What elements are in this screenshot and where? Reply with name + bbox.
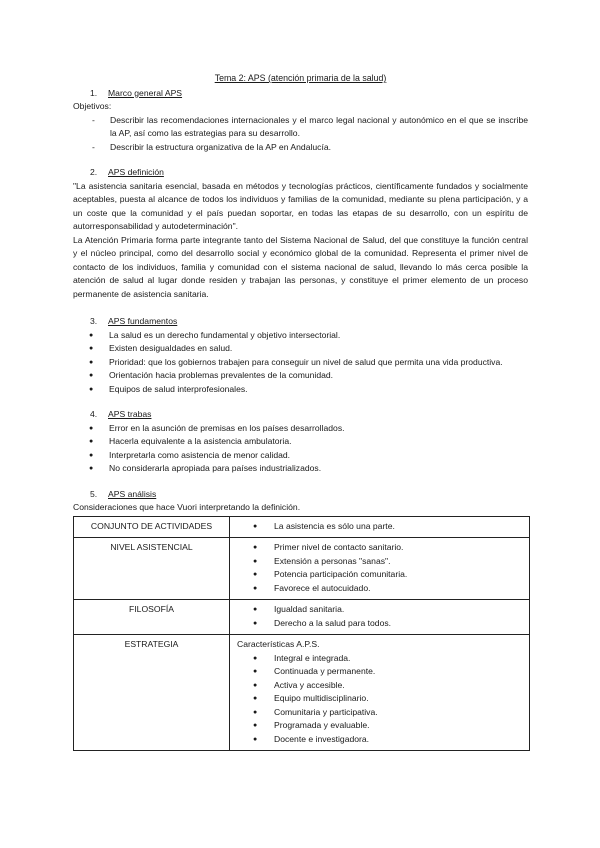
page-title: Tema 2: APS (atención primaria de la salud) bbox=[214, 73, 387, 83]
definition-paragraph: La Atención Primaria forma parte integrante tanto del Sistema Nacional de Salud, del que constituye la función central y el núcleo principal, como del desarrollo social y económico global de la comunidad. Representa el primer nivel de contacto de los individuos, familia y comunidad con el sistema nacional de salud, llevando lo más cerca posible la atención de salud al lugar donde residen y trabajan las personas, y constituye el primer elemento de un proceso permanente de asistencia sanitaria. bbox=[73, 234, 528, 299]
table-cell-label: NIVEL ASISTENCIAL bbox=[74, 538, 230, 600]
table-row bbox=[74, 516, 530, 538]
list-item: ● Orientación hacia problemas prevalentes de la comunidad. bbox=[73, 369, 528, 383]
table-cell-label: FILOSOFÍA bbox=[74, 600, 230, 635]
list-item: ● Potencia participación comunitaria. bbox=[236, 568, 523, 582]
list-item: ● La salud es un derecho fundamental y objetivo intersectorial. bbox=[73, 329, 528, 343]
list-item: ● La asistencia es sólo una parte. bbox=[236, 520, 523, 534]
table-cell-label: ESTRATEGIA bbox=[74, 635, 230, 751]
trabas-list bbox=[73, 422, 528, 476]
table-cell-content bbox=[230, 538, 530, 600]
fundamentos-list bbox=[73, 329, 528, 397]
list-item: ● Interpretarla como asistencia de menor calidad. bbox=[73, 449, 528, 463]
list-item: ● Docente e investigadora. bbox=[236, 733, 523, 747]
section-heading-4: 4. APS trabas bbox=[90, 409, 152, 419]
list-item: - Describir la estructura organizativa de la AP en Andalucía. bbox=[73, 141, 528, 155]
list-item: ● Comunitaria y participativa. bbox=[236, 706, 523, 720]
objetivos-list bbox=[73, 114, 528, 155]
list-item: ● Extensión a personas "sanas". bbox=[236, 555, 523, 569]
list-item: - Describir las recomendaciones internacionales y el marco legal nacional y autonómico en el que se inscribe la AP, así como las estrategias para su desarrollo. bbox=[73, 114, 528, 141]
list-item: ● Existen desigualdades en salud. bbox=[73, 342, 528, 356]
table-row bbox=[74, 635, 530, 751]
table-cell-content bbox=[230, 516, 530, 538]
list-item: ● Favorece el autocuidado. bbox=[236, 582, 523, 596]
list-item: ● Programada y evaluable. bbox=[236, 719, 523, 733]
list-item: ● Error en la asunción de premisas en los países desarrollados. bbox=[73, 422, 528, 436]
list-item: ● Integral e integrada. bbox=[236, 652, 523, 666]
section-heading-5: 5. APS análisis bbox=[90, 488, 157, 499]
list-item: ● Hacerla equivalente a la asistencia ambulatoria. bbox=[73, 435, 528, 449]
list-item: ● Igualdad sanitaria. bbox=[236, 603, 523, 617]
list-item: ● Continuada y permanente. bbox=[236, 665, 523, 679]
list-item: ● Derecho a la salud para todos. bbox=[236, 617, 523, 631]
table-cell-content bbox=[230, 600, 530, 635]
definition-quote: "La asistencia sanitaria esencial, basada en métodos y tecnologías prácticos, científicamente fundados y socialmente aceptables, puesta al alcance de todos los individuos y familias de la comunidad, mediante su plena participación, y a un coste que la comunidad y el país puedan soportar, en todas las etapas de su desarrollo, con un espíritu de autorresponsabilidad y autodeterminación". bbox=[73, 180, 528, 231]
table-row bbox=[74, 538, 530, 600]
list-item: ● Prioridad: que los gobiernos trabajen para conseguir un nivel de salud que permita una vida productiva. bbox=[73, 356, 528, 370]
table-subheading: Características A.P.S. bbox=[237, 639, 320, 649]
list-item: ● Activa y accesible. bbox=[236, 679, 523, 693]
analisis-intro: Consideraciones que hace Vuori interpretando la definición. bbox=[73, 502, 301, 512]
section-heading-3: 3. APS fundamentos bbox=[90, 316, 178, 326]
analisis-table bbox=[73, 516, 530, 752]
section-heading-1: 1. Marco general APS bbox=[90, 87, 183, 98]
list-item: ● Primer nivel de contacto sanitario. bbox=[236, 541, 523, 555]
table-row bbox=[74, 600, 530, 635]
section-heading-2: 2. APS definición bbox=[90, 167, 164, 177]
list-item: ● Equipos de salud interprofesionales. bbox=[73, 383, 528, 397]
list-item: ● Equipo multidisciplinario. bbox=[236, 692, 523, 706]
list-item: ● No considerarla apropiada para países industrializados. bbox=[73, 462, 528, 476]
table-cell-label: CONJUNTO DE ACTIVIDADES bbox=[74, 516, 230, 538]
objetivos-label: Objetivos: bbox=[73, 101, 112, 111]
table-cell-content bbox=[230, 635, 530, 751]
